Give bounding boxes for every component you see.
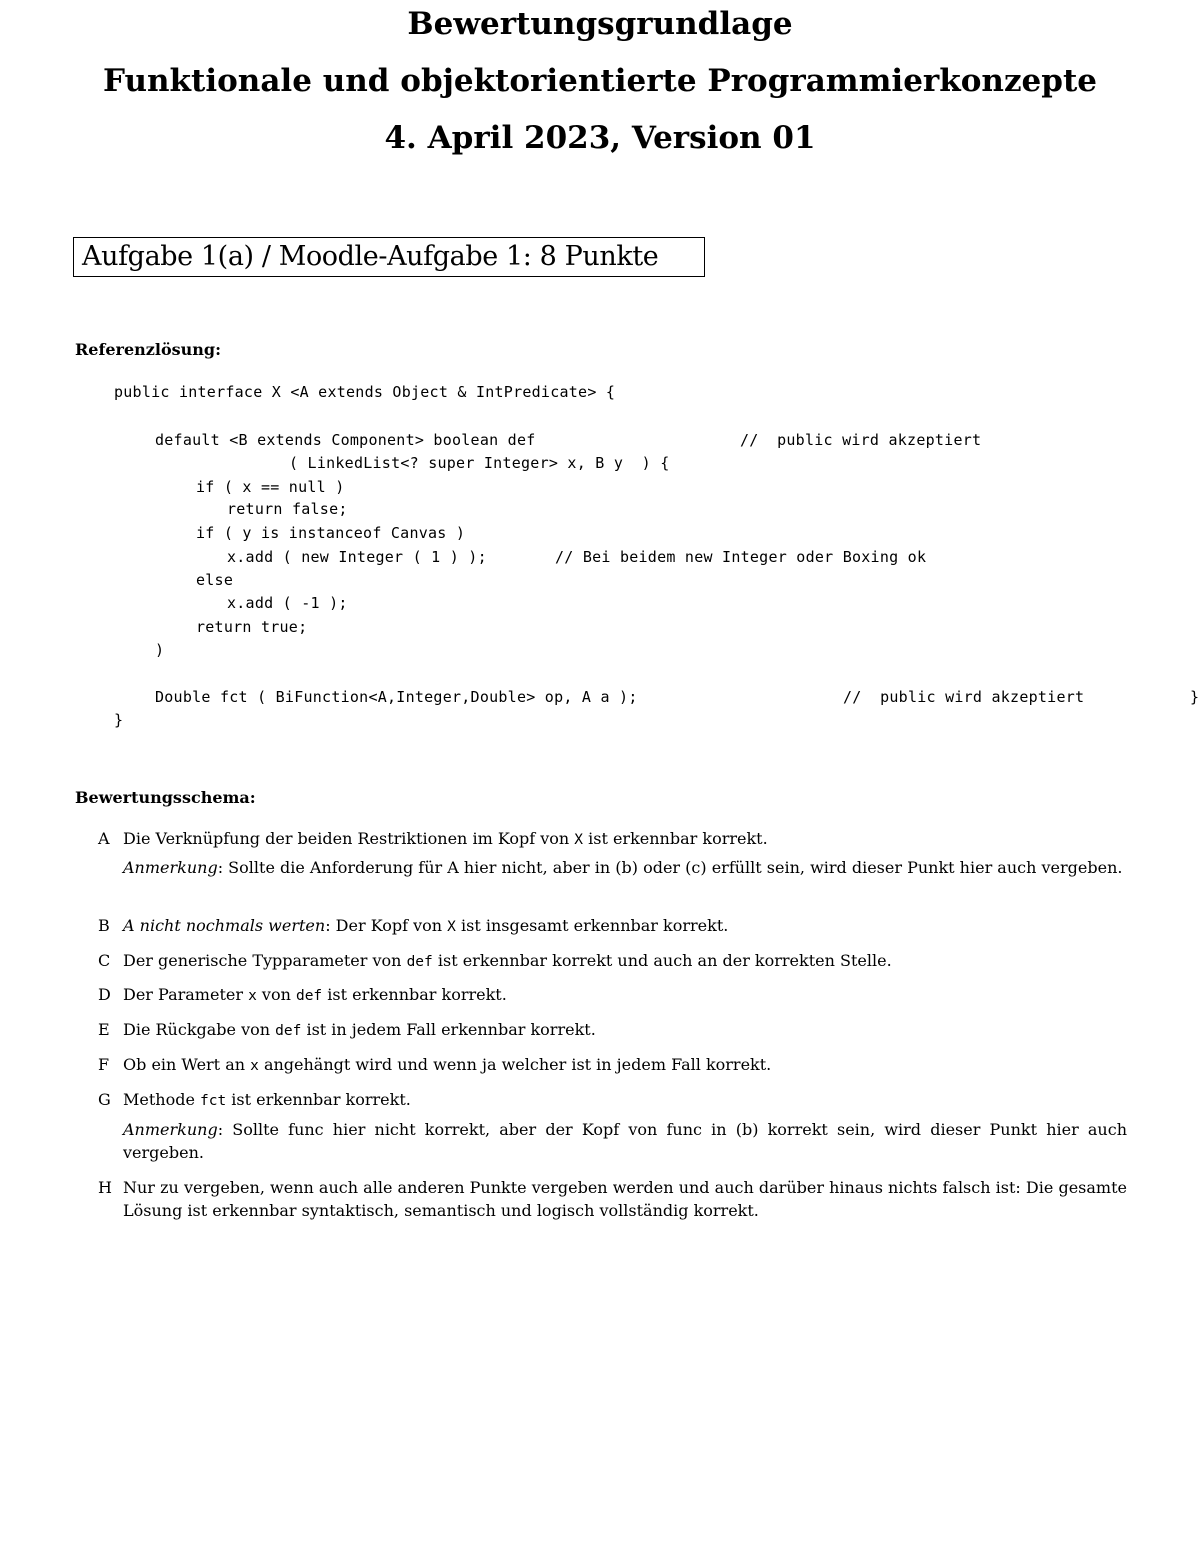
code-line: if ( y is instanceof Canvas ) (196, 524, 466, 542)
task-title: Aufgabe 1(a) / Moodle-Aufgabe 1: 8 Punkte (82, 241, 659, 272)
criterion-f: Ob ein Wert an x angehängt wird und wenn ja welcher ist in jedem Fall korrekt. (123, 1055, 772, 1074)
criterion-letter: D (98, 985, 111, 1004)
criterion-d: Der Parameter x von def ist erkennbar korrekt. (123, 985, 507, 1004)
criterion-a-note: Anmerkung: Sollte die Anforderung für A hier nicht, aber in (b) oder (c) erfüllt sein, wird dieser Punkt hier auch vergeben. (123, 858, 1123, 877)
criterion-c: Der generische Typparameter von def ist erkennbar korrekt und auch an der korrekten Stelle. (123, 951, 892, 970)
criterion-letter: A (98, 829, 110, 848)
code-line: ) (155, 641, 165, 659)
code-comment: // public wird akzeptiert (740, 431, 982, 449)
code-line: return true; (196, 618, 308, 636)
document-title: Bewertungsgrundlage (407, 6, 793, 42)
criterion-letter: C (98, 951, 111, 970)
grading-scheme-heading: Bewertungsschema: (75, 788, 256, 807)
code-comment: // Bei beidem new Integer oder Boxing ok (555, 548, 927, 566)
task-title-box (73, 237, 705, 277)
criterion-a: Die Verknüpfung der beiden Restriktionen im Kopf von X ist erkennbar korrekt. (123, 829, 768, 848)
criterion-letter: G (98, 1090, 111, 1109)
reference-solution-heading: Referenzlösung: (75, 340, 221, 359)
code-line: ( LinkedList<? super Integer> x, B y ) { (289, 454, 670, 472)
code-comment: // public wird akzeptiert (843, 688, 1085, 706)
code-line: x.add ( -1 ); (227, 594, 348, 612)
code-line: x.add ( new Integer ( 1 ) ); (227, 548, 487, 566)
criterion-letter: F (98, 1055, 110, 1074)
exam-date-version: 4. April 2023, Version 01 (384, 120, 816, 156)
code-line: public interface X <A extends Object & IntPredicate> { (114, 383, 616, 401)
code-line: } (114, 711, 124, 729)
course-title: Funktionale und objektorientierte Programmierkonzepte (103, 63, 1097, 99)
criterion-letter: B (98, 916, 110, 935)
code-line: if ( x == null ) (196, 478, 345, 496)
criterion-g-note: Anmerkung: Sollte func hier nicht korrekt, aber der Kopf von func in (b) korrekt sein, wird dieser Punkt hier auch vergeben. (123, 1120, 1127, 1162)
code-line: Double fct ( BiFunction<A,Integer,Double> op, A a ); (155, 688, 638, 706)
criterion-e: Die Rückgabe von def ist in jedem Fall erkennbar korrekt. (123, 1020, 596, 1039)
code-line: return false; (227, 500, 348, 518)
criterion-b: A nicht nochmals werten: Der Kopf von X ist insgesamt erkennbar korrekt. (123, 916, 729, 935)
criterion-letter: H (98, 1178, 112, 1197)
code-line: else (196, 571, 234, 589)
criterion-h: Nur zu vergeben, wenn auch alle anderen Punkte vergeben werden und auch darüber hinaus nichts falsch ist: Die gesamte Lösung ist erkennbar syntaktisch, semantisch und logisch vollständig korrekt. (123, 1178, 1127, 1220)
criterion-g: Methode fct ist erkennbar korrekt. (123, 1090, 411, 1109)
criterion-letter: E (98, 1020, 110, 1039)
code-line: } (1190, 688, 1200, 706)
code-line: default <B extends Component> boolean def (155, 431, 536, 449)
